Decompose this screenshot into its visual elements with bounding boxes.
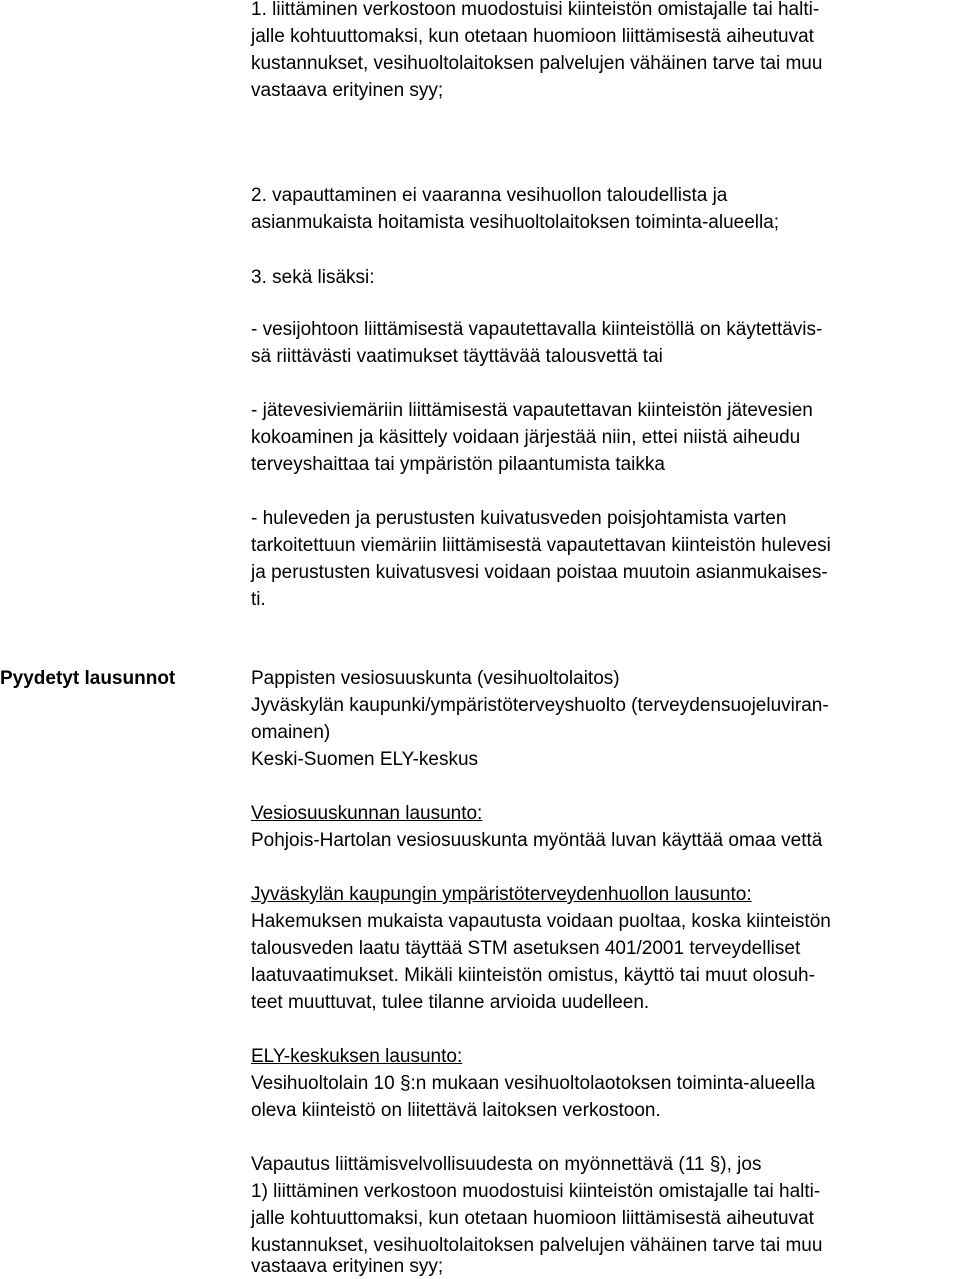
- cooperative-statement-line-1: Pohjois-Hartolan vesiosuuskunta myöntää luvan käyttää omaa vettä: [251, 830, 823, 851]
- exemption-line-2: 1) liittäminen verkostoon muodostuisi kiinteistön omistajalle tai halti-: [251, 1181, 821, 1202]
- item3-bullet3-line-1: - huleveden ja perustusten kuivatusveden poisjohtamista varten: [251, 508, 787, 529]
- recipient-2: Jyväskylän kaupunki/ympäristöterveyshuolto (terveydensuojeluviran-: [251, 695, 829, 716]
- city-statement-line-3: laatuvaatimukset. Mikäli kiinteistön omistus, käyttö tai muut olosuh-: [251, 965, 815, 986]
- exemption-line-3: jalle kohtuuttomaksi, kun otetaan huomioon liittämisestä aiheutuvat: [251, 1208, 814, 1229]
- city-statement-line-1: Hakemuksen mukaista vapautusta voidaan puoltaa, koska kiinteistön: [251, 911, 831, 932]
- city-statement-heading: Jyväskylän kaupungin ympäristöterveydenhuollon lausunto:: [251, 884, 752, 905]
- item3-bullet3-line-3: ja perustusten kuivatusvesi voidaan poistaa muutoin asianmukaises-: [251, 562, 828, 583]
- item3-bullet2-line-3: terveyshaittaa tai ympäristön pilaantumista taikka: [251, 454, 665, 475]
- recipient-1: Pappisten vesiosuuskunta (vesihuoltolaitos): [251, 668, 620, 689]
- item3-bullet2-line-1: - jätevesiviemäriin liittämisestä vapautettavan kiinteistön jätevesien: [251, 400, 813, 421]
- item1-line-3: kustannukset, vesihuoltolaitoksen palvelujen vähäinen tarve tai muu: [251, 53, 823, 74]
- item1-line-1: 1. liittäminen verkostoon muodostuisi kiinteistön omistajalle tai halti-: [251, 0, 820, 20]
- ely-statement-line-1: Vesihuoltolain 10 §:n mukaan vesihuoltolaotoksen toiminta-alueella: [251, 1073, 816, 1094]
- item1-line-2: jalle kohtuuttomaksi, kun otetaan huomioon liittämisestä aiheutuvat: [251, 26, 814, 47]
- item3-heading: 3. sekä lisäksi:: [251, 267, 375, 288]
- item3-bullet2-line-2: kokoaminen ja käsittely voidaan järjestää niin, ettei niistä aiheudu: [251, 427, 801, 448]
- recipient-2-cont: omainen): [251, 722, 331, 743]
- ely-statement-line-2: oleva kiinteistö on liitettävä laitoksen verkostoon.: [251, 1100, 661, 1121]
- recipient-3: Keski-Suomen ELY-keskus: [251, 749, 479, 770]
- exemption-line-1: Vapautus liittämisvelvollisuudesta on myönnettävä (11 §), jos: [251, 1154, 762, 1175]
- item2-line-1: 2. vapauttaminen ei vaaranna vesihuollon taloudellista ja: [251, 185, 728, 206]
- ely-statement-heading: ELY-keskuksen lausunto:: [251, 1046, 463, 1067]
- item3-bullet3-line-2: tarkoitettuun viemäriin liittämisestä vapautettavan kiinteistön hulevesi: [251, 535, 831, 556]
- item3-bullet1-line-2: sä riittävästi vaatimukset täyttävää talousvettä tai: [251, 346, 663, 367]
- requested-statements-label: Pyydetyt lausunnot: [0, 668, 176, 689]
- item3-bullet3-line-4: ti.: [251, 589, 266, 610]
- cooperative-statement-heading: Vesiosuuskunnan lausunto:: [251, 803, 483, 824]
- exemption-line-5: vastaava erityinen syy;: [251, 1256, 444, 1277]
- city-statement-line-2: talousveden laatu täyttää STM asetuksen 401/2001 terveydelliset: [251, 938, 801, 959]
- item1-line-4: vastaava erityinen syy;: [251, 80, 444, 101]
- item2-line-2: asianmukaista hoitamista vesihuoltolaitoksen toiminta-alueella;: [251, 212, 780, 233]
- city-statement-line-4: teet muuttuvat, tulee tilanne arvioida uudelleen.: [251, 992, 650, 1013]
- item3-bullet1-line-1: - vesijohtoon liittämisestä vapautettavalla kiinteistöllä on käytettävis-: [251, 319, 823, 340]
- exemption-line-4: kustannukset, vesihuoltolaitoksen palvelujen vähäinen tarve tai muu: [251, 1235, 823, 1256]
